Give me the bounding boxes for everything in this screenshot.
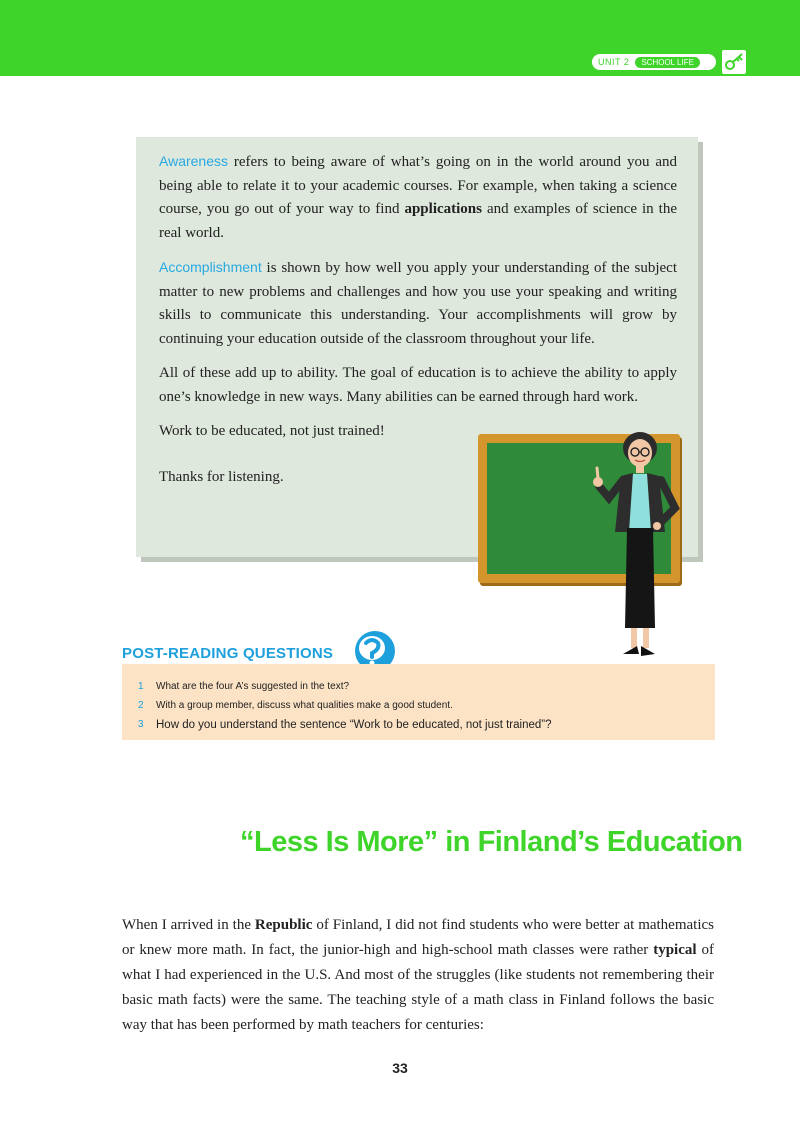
section-label: SCHOOL LIFE: [635, 57, 700, 68]
closing-line: Work to be educated, not just trained!: [159, 423, 385, 439]
list-item: 3 How do you understand the sentence “Work to be educated, not just trained”?: [138, 718, 552, 731]
post-reading-title: POST-READING QUESTIONS: [122, 645, 334, 662]
list-item: 1 What are the four A’s suggested in the text?: [138, 681, 350, 692]
page-number: 33: [392, 1060, 408, 1076]
accomplishment-term: Accomplishment: [159, 259, 262, 275]
ability-paragraph: All of these add up to ability. The goal of education is to achieve the ability to apply one’s knowledge in new ways. Many abilities can be earned through hard work.: [159, 365, 677, 405]
awareness-paragraph: Awareness refers to being aware of what’s going on in the world around you and being able to relate it to your academic courses. For example, when taking a science course, you go out of your way to find applications and examples of science in the real world.: [159, 153, 677, 241]
teacher-illustration: [585, 428, 695, 662]
accomplishment-paragraph: Accomplishment is shown by how well you apply your understanding of the subject matter to new problems and challenges and how you use your speaking and writing skills to communicate this understanding. Your accomplishments will grow by continuing your education outside of the classroom throughout your life.: [159, 259, 677, 347]
questions-list: [138, 677, 552, 734]
list-item: 2 With a group member, discuss what qualities make a good student.: [138, 700, 453, 711]
key-icon: [720, 48, 748, 76]
awareness-term: Awareness: [159, 153, 229, 169]
unit-label: UNIT 2: [598, 57, 630, 67]
article-body: When I arrived in the Republic of Finland, I did not find students who were better at mathematics or knew more math. In fact, the junior-high and high-school math classes were rather typical of what I had experienced in the U.S. And most of the struggles (like students not remembering their basic math facts) were the same. The teaching style of a math class in Finland follows the basic way that has been performed by math teachers for centuries:: [122, 917, 714, 1033]
article-title: “Less Is More” in Finland’s Education: [240, 826, 743, 858]
unit-indicator: [590, 52, 718, 72]
thanks-line: Thanks for listening.: [159, 468, 284, 485]
